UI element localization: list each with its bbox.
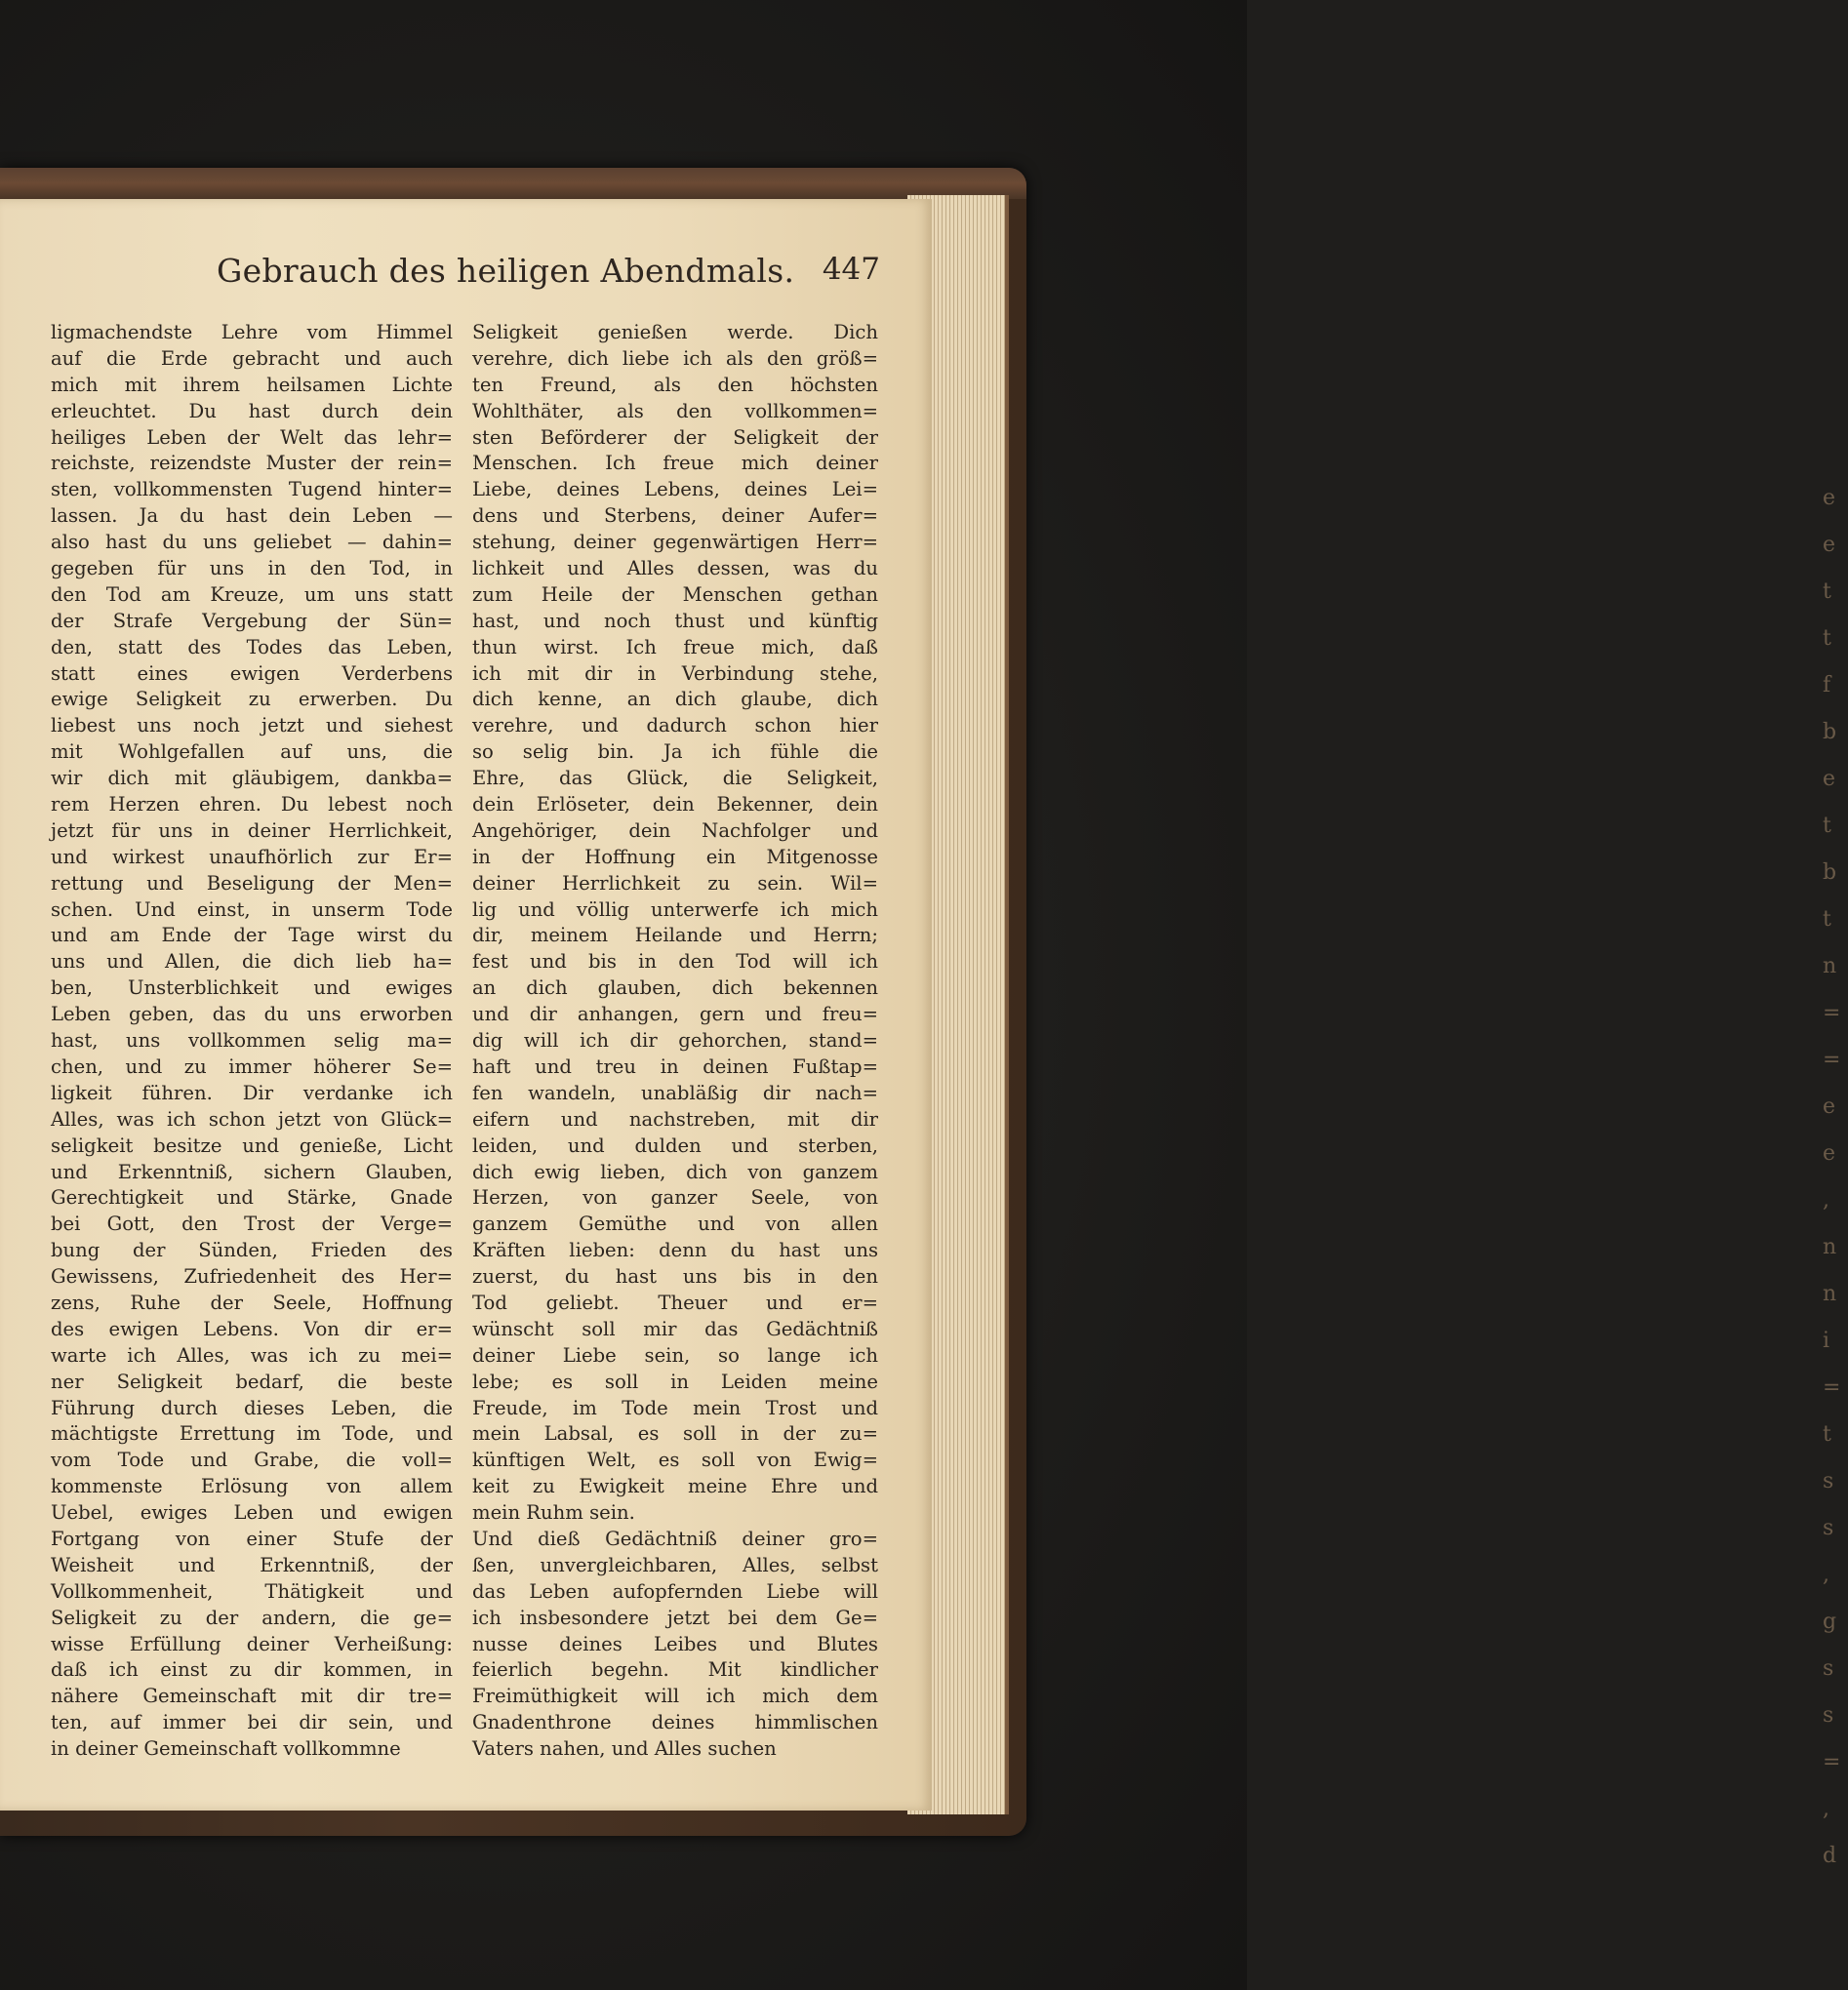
text-line: des ewigen Lebens. Von dir er= xyxy=(51,1317,453,1340)
text-line: mit Wohlgefallen auf uns, die xyxy=(51,740,453,764)
side-letter: n xyxy=(1823,1235,1837,1259)
text-line: heiliges Leben der Welt das lehr= xyxy=(51,425,453,449)
text-line: statt eines ewigen Verderbens xyxy=(51,661,453,685)
text-line: lichkeit und Alles dessen, was du xyxy=(472,557,878,580)
text-line: ner Seligkeit bedarf, die beste xyxy=(51,1370,453,1393)
side-letter: t xyxy=(1823,907,1831,932)
text-line: jetzt für uns in deiner Herrlichkeit, xyxy=(51,818,453,842)
side-letter: e xyxy=(1823,1094,1836,1119)
text-line: Gewissens, Zufriedenheit des Her= xyxy=(51,1265,453,1289)
text-line: seligkeit besitze und genieße, Licht xyxy=(51,1134,453,1157)
text-line: zuerst, du hast uns bis in den xyxy=(472,1265,878,1289)
text-line: gegeben für uns in den Tod, in xyxy=(51,557,453,580)
text-line: Leben geben, das du uns erworben xyxy=(51,1003,453,1026)
side-letter: f xyxy=(1823,673,1831,697)
text-line: Wohlthäter, als den vollkommen= xyxy=(472,399,878,422)
text-line: dein Erlöseter, dein Bekenner, dein xyxy=(472,793,878,816)
text-line: ten Freund, als den höchsten xyxy=(472,373,878,396)
text-line: Führung durch dieses Leben, die xyxy=(51,1396,453,1419)
side-letter: t xyxy=(1823,1422,1831,1447)
text-line: dig will ich dir gehorchen, stand= xyxy=(472,1029,878,1053)
text-line: Seligkeit zu der andern, die ge= xyxy=(51,1606,453,1629)
text-line: rem Herzen ehren. Du lebest noch xyxy=(51,793,453,816)
side-letter: t xyxy=(1823,579,1831,604)
text-line: uns und Allen, die dich lieb ha= xyxy=(51,950,453,974)
text-line: Gerechtigkeit und Stärke, Gnade xyxy=(51,1186,453,1210)
text-line: daß ich einst zu dir kommen, in xyxy=(51,1658,453,1682)
text-line: eifern und nachstreben, mit dir xyxy=(472,1107,878,1131)
text-line: rettung und Beseligung der Men= xyxy=(51,871,453,895)
text-line: deiner Liebe sein, so lange ich xyxy=(472,1343,878,1367)
text-line: Gnadenthrone deines himmlischen xyxy=(472,1711,878,1734)
text-line: mein Ruhm sein. xyxy=(472,1501,635,1525)
text-line: liebest uns noch jetzt und siehest xyxy=(51,714,453,737)
text-line: bung der Sünden, Frieden des xyxy=(51,1239,453,1262)
text-line: verehre, dich liebe ich als den größ= xyxy=(472,346,878,370)
text-line: deiner Herrlichkeit zu sein. Wil= xyxy=(472,871,878,895)
running-title: Gebrauch des heiligen Abendmals. xyxy=(217,252,795,290)
text-line: mächtigste Errettung im Tode, und xyxy=(51,1422,453,1446)
text-line: bei Gott, den Trost der Verge= xyxy=(51,1213,453,1236)
text-line: warte ich Alles, was ich zu mei= xyxy=(51,1343,453,1367)
side-letter: s xyxy=(1823,1516,1834,1540)
side-letter: e xyxy=(1823,533,1836,557)
text-line: zum Heile der Menschen gethan xyxy=(472,582,878,606)
text-line: ich mit dir in Verbindung stehe, xyxy=(472,661,878,685)
text-line: erleuchtet. Du hast durch dein xyxy=(51,399,453,422)
text-line: Vaters nahen, und Alles suchen xyxy=(472,1737,777,1761)
text-line: ligkeit führen. Dir verdanke ich xyxy=(51,1081,453,1104)
text-line: der Strafe Vergebung der Sün= xyxy=(51,609,453,632)
text-line: ewige Seligkeit zu erwerben. Du xyxy=(51,688,453,711)
text-line: Seligkeit genießen werde. Dich xyxy=(472,321,878,343)
side-letter: = xyxy=(1823,1750,1841,1774)
text-line: hast, uns vollkommen selig ma= xyxy=(51,1029,453,1053)
text-line: und Erkenntniß, sichern Glauben, xyxy=(51,1160,453,1183)
page-header xyxy=(217,252,880,300)
text-line: künftigen Welt, es soll von Ewig= xyxy=(472,1449,878,1472)
text-line: fen wandeln, unabläßig dir nach= xyxy=(472,1081,878,1104)
side-letter: i xyxy=(1823,1329,1830,1353)
text-line: also hast du uns geliebet — dahin= xyxy=(51,531,453,554)
text-line: reichste, reizendste Muster der rein= xyxy=(51,452,453,475)
text-line: ßen, unvergleichbaren, Alles, selbst xyxy=(472,1553,878,1576)
text-line: haft und treu in deinen Fußtap= xyxy=(472,1055,878,1078)
text-line: sten, vollkommensten Tugend hinter= xyxy=(51,478,453,501)
text-line: schen. Und einst, in unserm Tode xyxy=(51,897,453,921)
text-line: verehre, und dadurch schon hier xyxy=(472,714,878,737)
side-letter: = xyxy=(1823,1001,1841,1025)
text-line: zens, Ruhe der Seele, Hoffnung xyxy=(51,1291,453,1314)
text-line: lebe; es soll in Leiden meine xyxy=(472,1370,878,1393)
side-letter: e xyxy=(1823,486,1836,510)
text-line: wisse Erfüllung deiner Verheißung: xyxy=(51,1632,453,1655)
side-letter: b xyxy=(1823,860,1837,885)
side-letter: t xyxy=(1823,814,1831,838)
side-letter: t xyxy=(1823,626,1831,651)
text-line: kommenste Erlösung von allem xyxy=(51,1475,453,1498)
text-line: Tod geliebt. Theuer und er= xyxy=(472,1291,878,1314)
text-line: dir, meinem Heilande und Herrn; xyxy=(472,924,878,947)
text-line: keit zu Ewigkeit meine Ehre und xyxy=(472,1475,878,1498)
text-line: chen, und zu immer höherer Se= xyxy=(51,1055,453,1078)
text-line: Fortgang von einer Stufe der xyxy=(51,1527,453,1550)
text-column-right xyxy=(472,320,878,1763)
text-line: an dich glauben, dich bekennen xyxy=(472,976,878,1000)
text-line: Herzen, von ganzer Seele, von xyxy=(472,1186,878,1210)
text-line: das Leben aufopfernden Liebe will xyxy=(472,1579,878,1603)
text-line: leiden, und dulden und sterben, xyxy=(472,1134,878,1157)
text-line: Weisheit und Erkenntniß, der xyxy=(51,1553,453,1576)
text-line: Alles, was ich schon jetzt von Glück= xyxy=(51,1107,453,1131)
text-line: und wirkest unaufhörlich zur Er= xyxy=(51,845,453,868)
side-letter: , xyxy=(1823,1188,1829,1213)
side-letter: e xyxy=(1823,1141,1836,1166)
side-letter: = xyxy=(1823,1048,1841,1072)
text-line: thun wirst. Ich freue mich, daß xyxy=(472,635,878,658)
side-letter: s xyxy=(1823,1656,1834,1681)
text-line: dich ewig lieben, dich von ganzem xyxy=(472,1160,878,1183)
text-line: dich kenne, an dich glaube, dich xyxy=(472,688,878,711)
text-line: stehung, deiner gegenwärtigen Herr= xyxy=(472,531,878,554)
text-line: Freimüthigkeit will ich mich dem xyxy=(472,1685,878,1708)
text-line: in deiner Gemeinschaft vollkommne xyxy=(51,1737,401,1761)
text-line: Vollkommenheit, Thätigkeit und xyxy=(51,1579,453,1603)
text-line: und dir anhangen, gern und freu= xyxy=(472,1003,878,1026)
text-line: Uebel, ewiges Leben und ewigen xyxy=(51,1501,453,1525)
text-line: ten, auf immer bei dir sein, und xyxy=(51,1711,453,1734)
text-line: lassen. Ja du hast dein Leben — xyxy=(51,504,453,528)
side-letter: e xyxy=(1823,767,1836,791)
text-column-left xyxy=(51,320,453,1763)
text-line: wünscht soll mir das Gedächtniß xyxy=(472,1317,878,1340)
text-line: auf die Erde gebracht und auch xyxy=(51,346,453,370)
text-line: ganzem Gemüthe und von allen xyxy=(472,1213,878,1236)
text-line: dens und Sterbens, deiner Aufer= xyxy=(472,504,878,528)
text-line: Angehöriger, dein Nachfolger und xyxy=(472,818,878,842)
text-line: Und dieß Gedächtniß deiner gro= xyxy=(472,1527,878,1550)
text-line: und am Ende der Tage wirst du xyxy=(51,924,453,947)
side-letter: n xyxy=(1823,954,1837,978)
text-line: feierlich begehn. Mit kindlicher xyxy=(472,1658,878,1682)
text-line: ligmachendste Lehre vom Himmel xyxy=(51,321,453,343)
side-letter: , xyxy=(1823,1797,1829,1821)
side-letter: n xyxy=(1823,1282,1837,1306)
next-page-letters xyxy=(1819,488,1848,1951)
text-line: mein Labsal, es soll in der zu= xyxy=(472,1422,878,1446)
text-line: in der Hoffnung ein Mitgenosse xyxy=(472,845,878,868)
text-line: so selig bin. Ja ich fühle die xyxy=(472,740,878,764)
text-line: Kräften lieben: denn du hast uns xyxy=(472,1239,878,1262)
side-letter: b xyxy=(1823,720,1837,744)
text-line: lig und völlig unterwerfe ich mich xyxy=(472,897,878,921)
text-line: ich insbesondere jetzt bei dem Ge= xyxy=(472,1606,878,1629)
text-line: Ehre, das Glück, die Seligkeit, xyxy=(472,767,878,790)
text-line: wir dich mit gläubigem, dankba= xyxy=(51,767,453,790)
text-line: sten Beförderer der Seligkeit der xyxy=(472,425,878,449)
text-line: nähere Gemeinschaft mit dir tre= xyxy=(51,1685,453,1708)
text-line: Liebe, deines Lebens, deines Lei= xyxy=(472,478,878,501)
side-letter: s xyxy=(1823,1703,1834,1728)
text-line: den Tod am Kreuze, um uns statt xyxy=(51,582,453,606)
side-letter: = xyxy=(1823,1375,1841,1400)
side-letter: g xyxy=(1823,1610,1837,1634)
side-letter: , xyxy=(1823,1563,1829,1587)
text-line: Freude, im Tode mein Trost und xyxy=(472,1396,878,1419)
text-line: nusse deines Leibes und Blutes xyxy=(472,1632,878,1655)
book-cover-top-edge xyxy=(0,168,1026,199)
text-line: hast, und noch thust und künftig xyxy=(472,609,878,632)
text-line: Menschen. Ich freue mich deiner xyxy=(472,452,878,475)
text-line: mich mit ihrem heilsamen Lichte xyxy=(51,373,453,396)
page-number: 447 xyxy=(822,252,880,287)
text-line: vom Tode und Grabe, die voll= xyxy=(51,1449,453,1472)
side-letter: s xyxy=(1823,1469,1834,1493)
text-line: fest und bis in den Tod will ich xyxy=(472,950,878,974)
text-line: ben, Unsterblichkeit und ewiges xyxy=(51,976,453,1000)
text-line: den, statt des Todes das Leben, xyxy=(51,635,453,658)
side-letter: d xyxy=(1823,1844,1837,1868)
